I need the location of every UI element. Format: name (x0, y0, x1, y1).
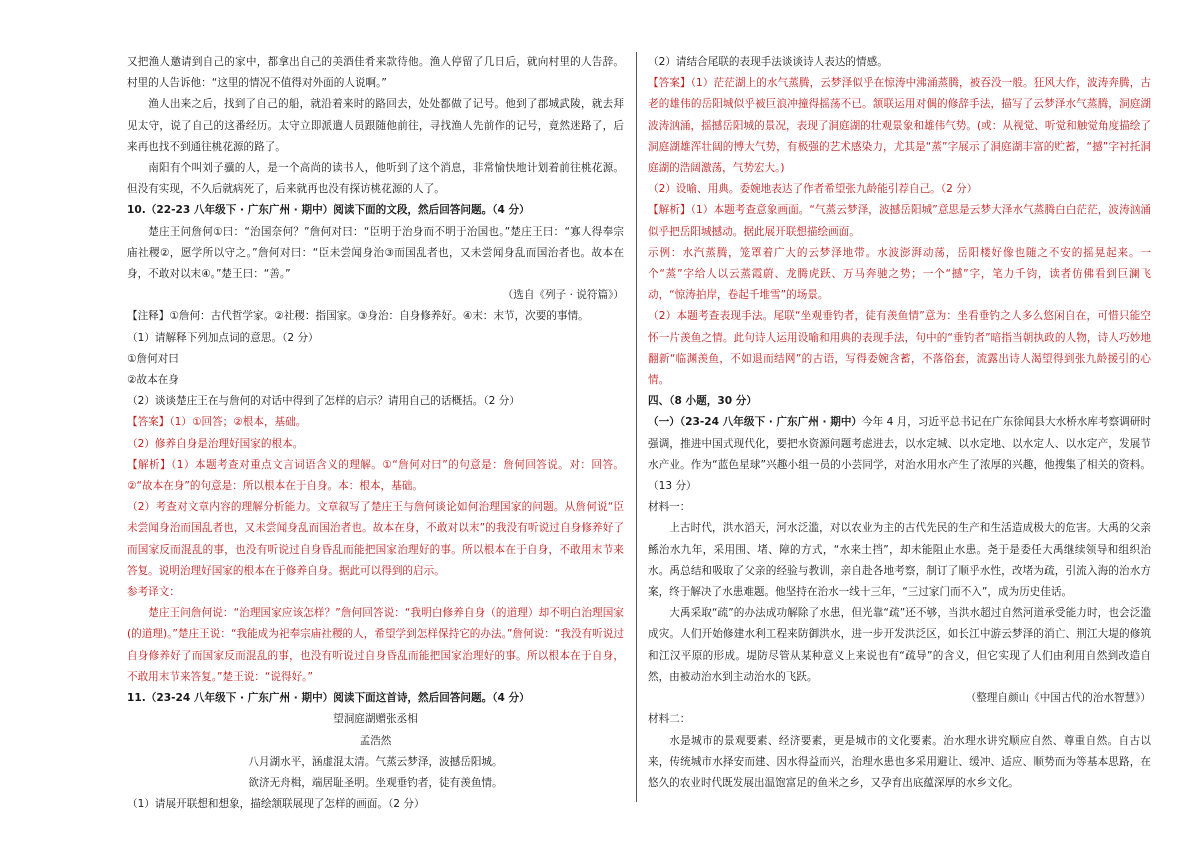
question-11-explanation-1: 【解析】（1）本题考查意象画面。“气蒸云梦泽，波撼岳阳城”意思是云梦大泽水气蒸腾白白茫茫，波涛汹涌似乎把岳阳城撼动。据此展开联想描绘画面。 (648, 204, 1151, 238)
passage-paragraph: 渔人出来之后，找到了自己的船，就沿着来时的路回去，处处都做了记号。他到了郡城武陵，就去拜见太守，说了自己的这番经历。太守立即派遣人员跟随他前往，寻找渔人先前作的记号，竟然迷路了，后来再也找不到通往桃花源的路了。 (127, 98, 624, 153)
material-1-paragraph: 上古时代，洪水滔天，河水泛滥，对以农业为主的古代先民的生产和生活造成极大的危害。大禹的父亲鲧治水九年，采用围、堵、障的方式，“水来土挡”，却未能阻止水患。尧于是委任大禹继续领导和组织治水。禹总结和吸取了父亲的经验与教训，亲自赴各地考察，制订了顺乎水性，改堵为疏，引流入海的治水方案，终于解决了水患难题。他坚持在治水一线十三年，“三过家门而不入”，成为历史佳话。 (648, 522, 1151, 599)
passage-paragraph: 又把渔人邀请到自己的家中，都拿出自己的美酒佳肴来款待他。渔人停留了几日后，就向村里的人告辞。村里的人告诉他：“这里的情况不值得对外面的人说啊。” (127, 56, 624, 90)
question-10-explanation-2: （2）考查对文章内容的理解分析能力。文章叙写了楚庄王与詹何谈论如何治理国家的问题。从詹何说“臣未尝闻身治而国乱者也，又未尝闻身乱而国治者也。故本在身，不敢对以末”的我没有听说过自身修养好了而国家反而混乱的事，也没有听说过自身昏乱而能把国家治理好的事。所以根本在于自身，不敢用末节来答复。说明治理好国家的根本在于修养自身。据此可以得到的启示。 (127, 501, 624, 577)
question-10-sub1: （1）请解释下列加点词的意思。（2 分） (127, 331, 319, 344)
question-1-heading: （一）（23-24 八年级下 · 广东广州 · 期中） (648, 416, 863, 429)
question-10-answer-2: （2）修养自身是治理好国家的根本。 (127, 437, 304, 450)
section-4-heading: 四、（8 小题，30 分） (648, 395, 757, 408)
question-10-text: 楚庄王问詹何①曰：“治国奈何？”詹何对曰：“臣明于治身而不明于治国也。”楚庄王曰：“寡人得奉宗庙社稷②，愿学所以守之。”詹何对曰：“臣未尝闻身治③而国乱者也，又未尝闻身乱而国治者也。故本在身，不敢对以末④。”楚王曰：“善。” (127, 225, 624, 281)
right-column (648, 52, 1151, 794)
question-10-heading: 10.（22-23 八年级下 · 广东广州 · 期中）阅读下面的文段，然后回答问题。（4 分） (127, 204, 530, 217)
question-10-sub2: （2）谈谈楚庄王在与詹何的对话中得到了怎样的启示？请用自己的话概括。（2 分） (127, 395, 520, 408)
poem-author: 孟浩然 (359, 734, 392, 747)
material-2-title: 材料二： (648, 713, 691, 726)
material-1-title: 材料一： (648, 501, 691, 514)
question-10-sub1b: ②故本在身 (127, 374, 179, 387)
poem-title: 望洞庭湖赠张丞相 (333, 713, 418, 726)
question-11-answer-1: 【答案】（1）茫茫湖上的水气蒸腾，云梦泽似乎在惊涛中沸涌蒸腾，被吞没一般。狂风大作，波涛奔腾，古老的雄伟的岳阳城似乎被巨浪冲撞得摇荡不已。颔联运用对偶的修辞手法，描写了云梦泽水气蒸腾，洞庭湖波涛汹涌，摇撼岳阳城的景况，表现了洞庭湖的壮观景象和雄伟气势。(或：从视觉、听觉和触觉角度描绘了洞庭湖雄浑壮阔的博大气势，有极强的艺术感染力，尤其是“蒸”字展示了洞庭湖丰富的贮蓄，“撼”字衬托洞庭湖的浩阔激荡，气势宏大。) (648, 77, 1151, 175)
question-11-explanation-2: （2）本题考查表现手法。尾联“坐观垂钓者，徒有羡鱼情”意为：坐看垂钓之人多么悠闲自在，可惜只能空怀一片羡鱼之情。此句诗人运用设喻和用典的表现手法，句中的“垂钓者”暗指当朝执政的人物，诗人巧妙地翻新“临渊羡鱼，不如退而结网”的古语，写得委婉含蓄，不落俗套，流露出诗人渴望得到张九龄援引的心情。 (648, 310, 1151, 387)
question-10-source: （选自《列子 · 说符篇》） (502, 289, 624, 302)
question-11-answer-2: （2）设喻、用典。委婉地表达了作者希望张九龄能引荐自己。（2 分） (648, 183, 978, 196)
question-11-sub2: （2）请结合尾联的表现手法谈谈诗人表达的情感。 (648, 56, 888, 68)
section-4-question-1 (648, 412, 1151, 497)
poem-line: 八月湖水平，涵虚混太清。气蒸云梦泽，波撼岳阳城。 (248, 755, 503, 768)
question-11-heading: 11.（23-24 八年级下 · 广东广州 · 期中）阅读下面这首诗，然后回答问题。（4 分） (127, 692, 530, 705)
question-1-text: 今年 4 月，习近平总书记在广东徐闻县大水桥水库考察调研时强调，推进中国式现代化，要把水资源问题考虑进去，以水定城、以水定地、以水定人、以水定产，发展节水产业。作为“蓝色星球”兴趣小组一员的小芸同学，对治水用水产生了浓厚的兴趣，他搜集了相关的资料。（13 分） (648, 416, 1151, 493)
translation-text: 楚庄王问詹何说：“治理国家应该怎样？”詹何回答说：“我明白修养自身（的道理）却不明白治理国家(的道理)。”楚庄王说：“我能成为祀奉宗庙社稷的人，希望学到怎样保持它的办法。”詹何说：“我没有听说过自身修养好了而国家反而混乱的事，也没有听说过自身昏乱而能把国家治理好的事。所以根本在于自身，不敢用末节来答复。”楚王说：“说得好。” (127, 607, 624, 683)
question-10-notes: 【注释】①詹何：古代哲学家。②社稷：指国家。③身治：自身修养好。④末：末节，次要的事情。 (127, 310, 589, 323)
material-2-paragraph: 水是城市的景观要素、经济要素，更是城市的文化要素。治水理水讲究顺应自然、尊重自然。自古以来，传统城市水择安而建、因水得益而兴，治理水患也多采用避让、缓冲、适应、顺势而为等基本思路，在悠久的农业时代既发展出温饱富足的鱼米之乡，又孕育出底蕴深厚的水乡文化。 (648, 734, 1151, 789)
translation-title: 参考译文： (127, 586, 180, 599)
material-1-source: （整理自颜山《中国古代的治水智慧》） (965, 692, 1151, 705)
question-11-sub1: （1）请展开联想和想象，描绘颔联展现了怎样的画面。（2 分） (127, 798, 425, 811)
left-column (127, 52, 624, 815)
question-10-sub1a: ①詹何对曰 (127, 352, 179, 365)
question-11-explanation-example: 示例：水汽蒸腾，笼罩着广大的云梦泽地带。水波澎湃动荡，岳阳楼好像也随之不安的摇晃起来。一个“蒸”字给人以云蒸霞蔚、龙腾虎跃、万马奔驰之势；一个“撼”字，笔力千钧，读者仿佛看到巨澜飞动，“惊涛拍岸，卷起千堆雪”的场景。 (648, 246, 1151, 302)
column-divider (636, 52, 637, 802)
question-10-answer-1: 【答案】（1）①回答；②根本，基础。 (127, 416, 307, 429)
poem-line: 欲济无舟楫，端居耻圣明。坐观垂钓者，徒有羡鱼情。 (248, 776, 503, 789)
question-10-explanation-1: 【解析】（1）本题考查对重点文言词语含义的理解。①“詹何对曰”的句意是：詹何回答说。对：回答。②“故本在身”的句意是：所以根本在于自身。本：根本，基础。 (127, 458, 624, 493)
material-1-paragraph: 大禹采取“疏”的办法成功解除了水患，但光靠“疏”还不够，当洪水超过自然河道承受能力时，也会泛滥成灾。人们开始修建水利工程来防御洪水，进一步开发洪泛区，如长江中游云梦泽的消亡、荆江大堤的修筑和江汉平原的形成。堤防尽管从某种意义上来说也有“疏导”的含义，但它实现了人们由利用自然到改造自然，由被动治水到主动治水的飞跃。 (648, 607, 1151, 683)
passage-paragraph: 南阳有个叫刘子骥的人，是一个高尚的读书人，他听到了这个消息，非常愉快地计划着前往桃花源。但没有实现，不久后就病死了，后来就再也没有探访桃花源的人了。 (127, 162, 624, 196)
